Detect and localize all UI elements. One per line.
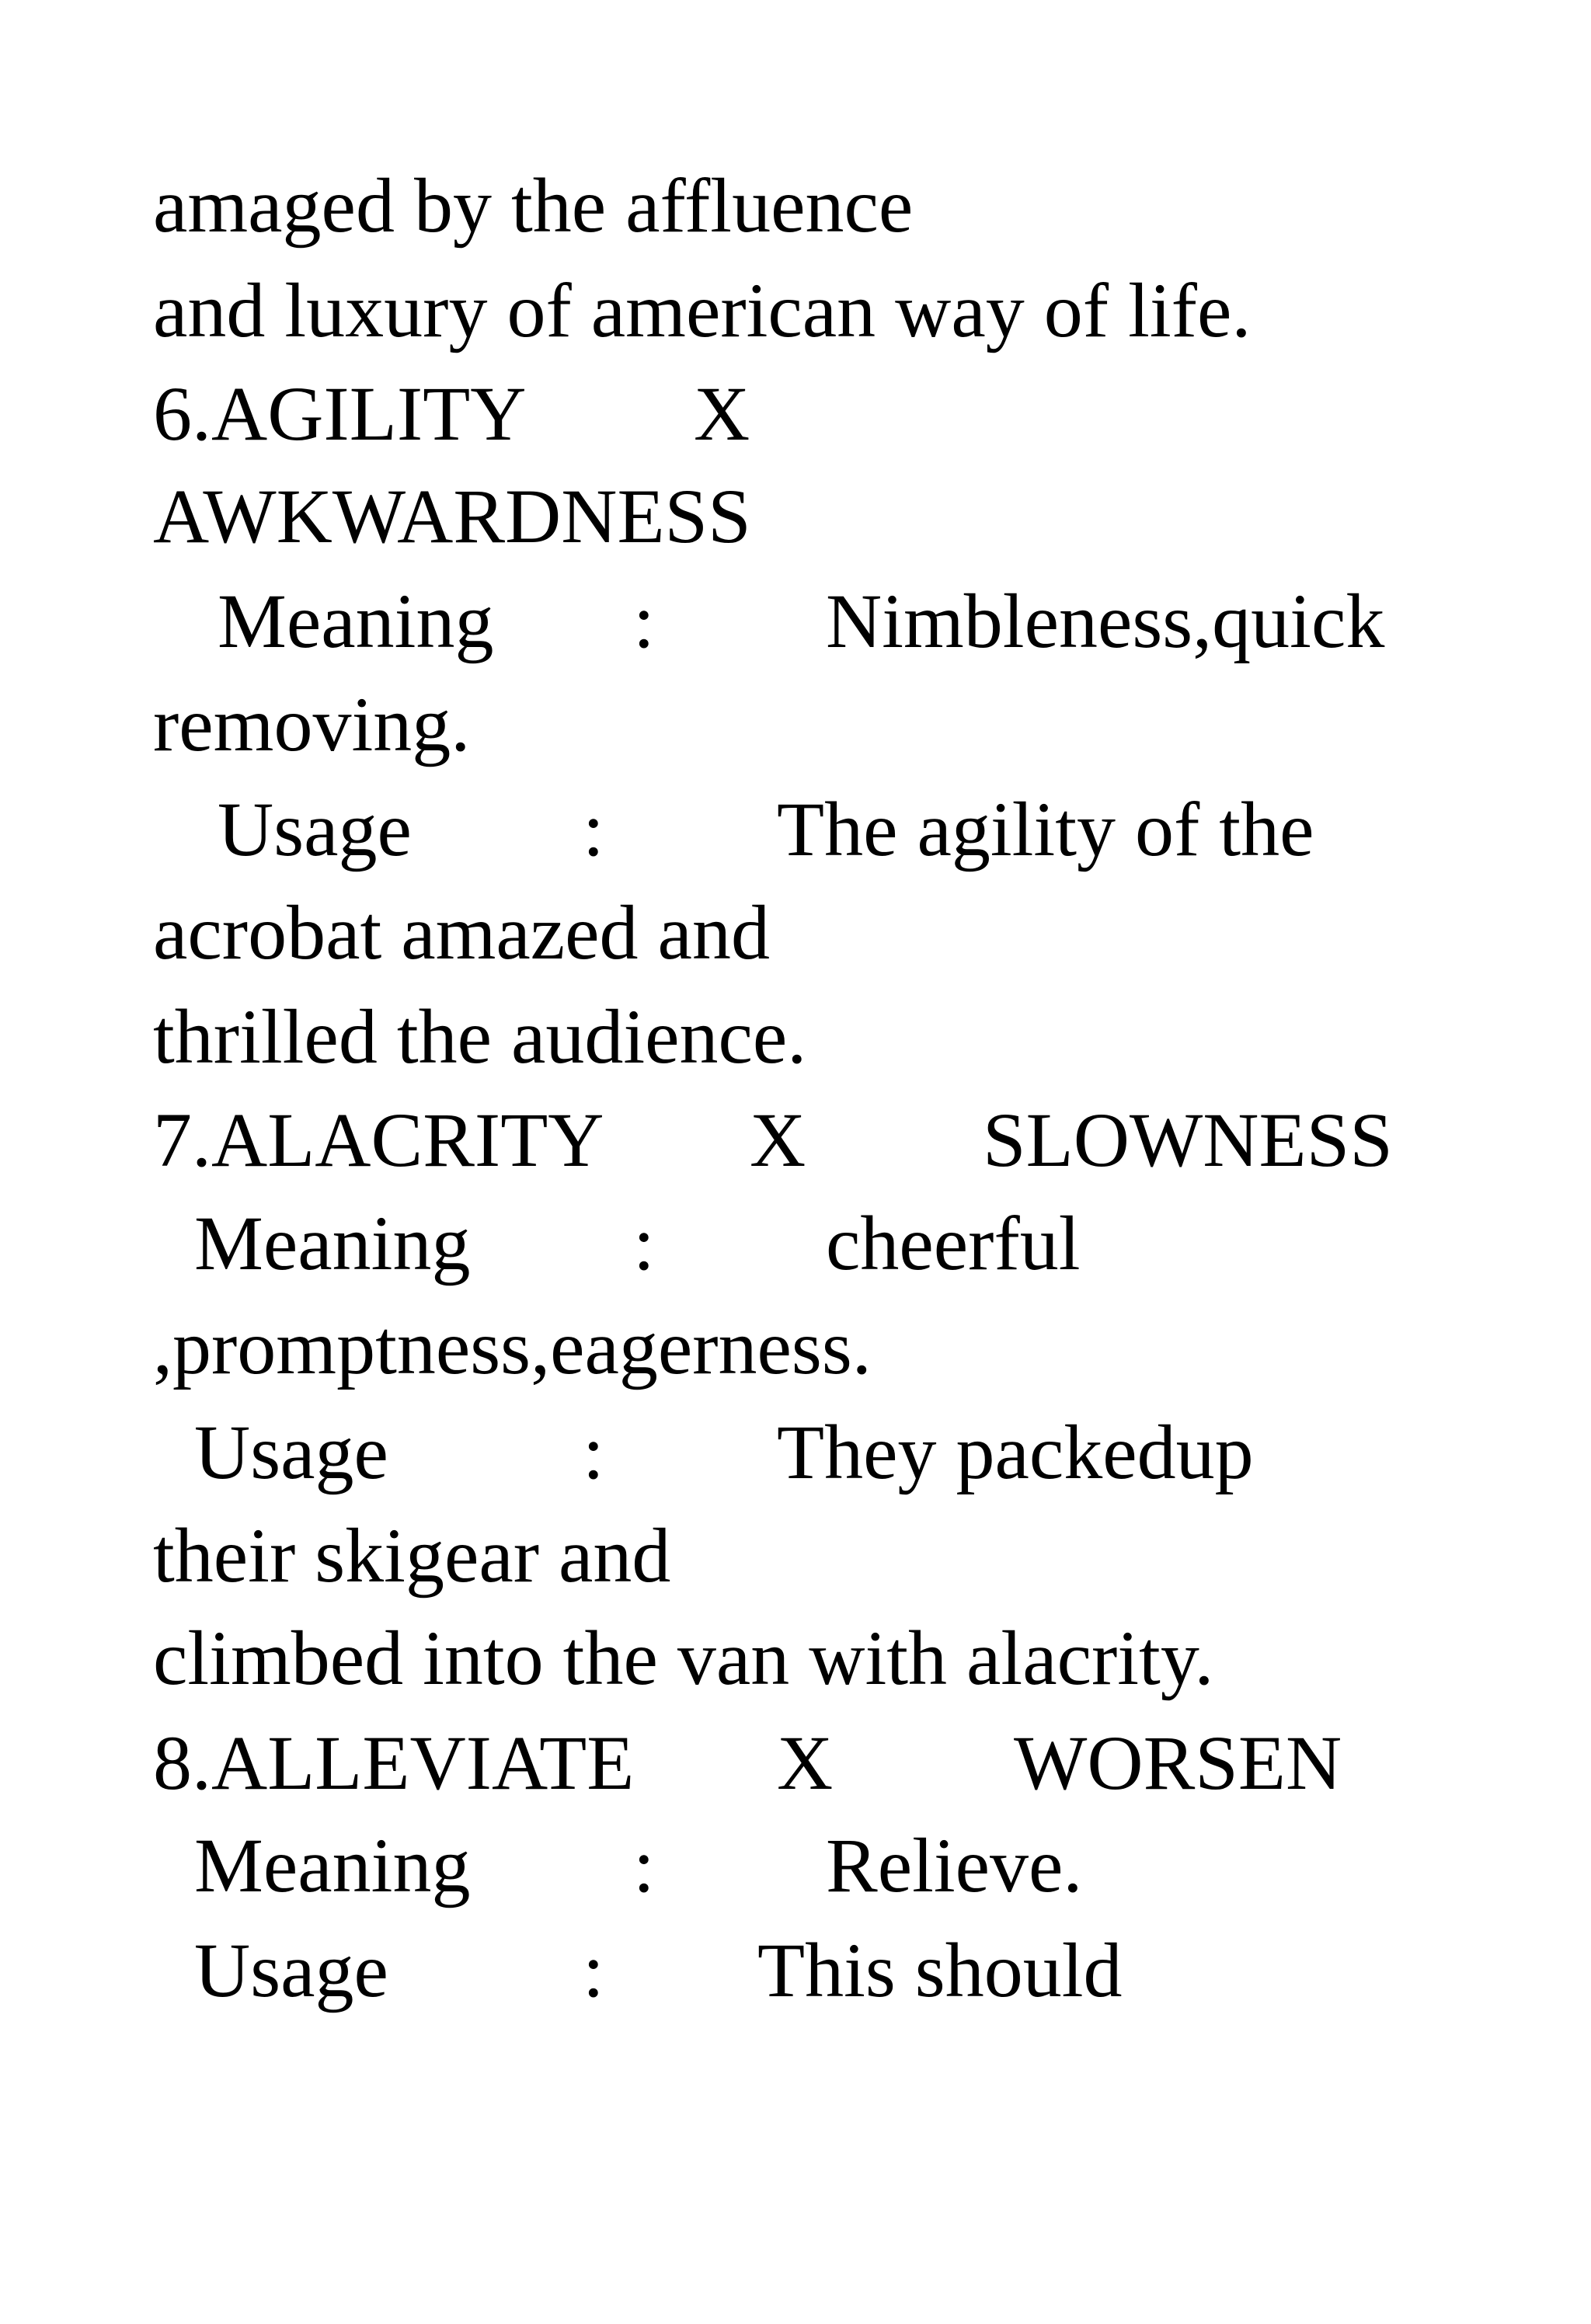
- meaning-label: Meaning: [194, 1200, 471, 1286]
- usage-colon: :: [583, 1409, 604, 1495]
- entry-antonym: AWKWARDNESS: [153, 473, 751, 559]
- usage-line: [0, 779, 1314, 880]
- intro-line-2: and luxury of american way of life.: [153, 267, 1252, 353]
- text-line: [0, 155, 914, 256]
- entry-word: 8.ALLEVIATE: [153, 1720, 635, 1806]
- entry-antonym: SLOWNESS: [983, 1097, 1393, 1183]
- meaning-text: cheerful: [826, 1200, 1081, 1286]
- usage-colon: :: [583, 1927, 604, 2013]
- meaning-line: [0, 1193, 1081, 1294]
- usage-label: Usage: [194, 1927, 388, 2013]
- usage-text: They packedup: [777, 1409, 1254, 1495]
- meaning-continuation: removing.: [153, 681, 471, 767]
- usage-text: This should: [757, 1927, 1123, 2013]
- text-line: [0, 466, 751, 567]
- meaning-label: Meaning: [218, 578, 494, 664]
- usage-continuation: their skigear and: [153, 1512, 671, 1599]
- text-line: [0, 1608, 1214, 1709]
- text-line: [0, 1505, 671, 1606]
- usage-continuation: thrilled the audience.: [153, 993, 807, 1080]
- meaning-text: Nimbleness,quick: [826, 578, 1385, 664]
- usage-line: [0, 1920, 1123, 2021]
- usage-label: Usage: [218, 786, 412, 872]
- entry-heading: [0, 364, 750, 464]
- text-line: [0, 1297, 872, 1398]
- text-line: [0, 986, 807, 1087]
- meaning-continuation: ,promptness,eagerness.: [153, 1304, 872, 1390]
- meaning-colon: :: [633, 578, 655, 664]
- meaning-line: [0, 1815, 1083, 1916]
- usage-colon: :: [583, 786, 604, 872]
- usage-text: The agility of the: [777, 786, 1314, 872]
- usage-line: [0, 1402, 1254, 1503]
- entry-word: 6.AGILITY: [153, 371, 527, 457]
- usage-continuation: acrobat amazed and: [153, 889, 770, 976]
- entry-heading: [0, 1713, 1342, 1814]
- meaning-label: Meaning: [194, 1822, 471, 1908]
- text-line: [0, 674, 471, 775]
- meaning-line: [0, 571, 1385, 672]
- entry-word: 7.ALACRITY: [153, 1097, 604, 1183]
- antonym-separator: X: [694, 371, 750, 457]
- entry-antonym: WORSEN: [1014, 1720, 1342, 1806]
- entry-heading: [0, 1090, 1393, 1191]
- usage-label: Usage: [194, 1409, 388, 1495]
- antonym-separator: X: [777, 1720, 834, 1806]
- meaning-text: Relieve.: [826, 1822, 1083, 1908]
- meaning-colon: :: [633, 1822, 655, 1908]
- usage-continuation: climbed into the van with alacrity.: [153, 1615, 1214, 1701]
- text-line: [0, 260, 1252, 361]
- intro-line-1: amaged by the affluence: [153, 162, 914, 249]
- meaning-colon: :: [633, 1200, 655, 1286]
- text-line: [0, 882, 770, 983]
- antonym-separator: X: [750, 1097, 806, 1183]
